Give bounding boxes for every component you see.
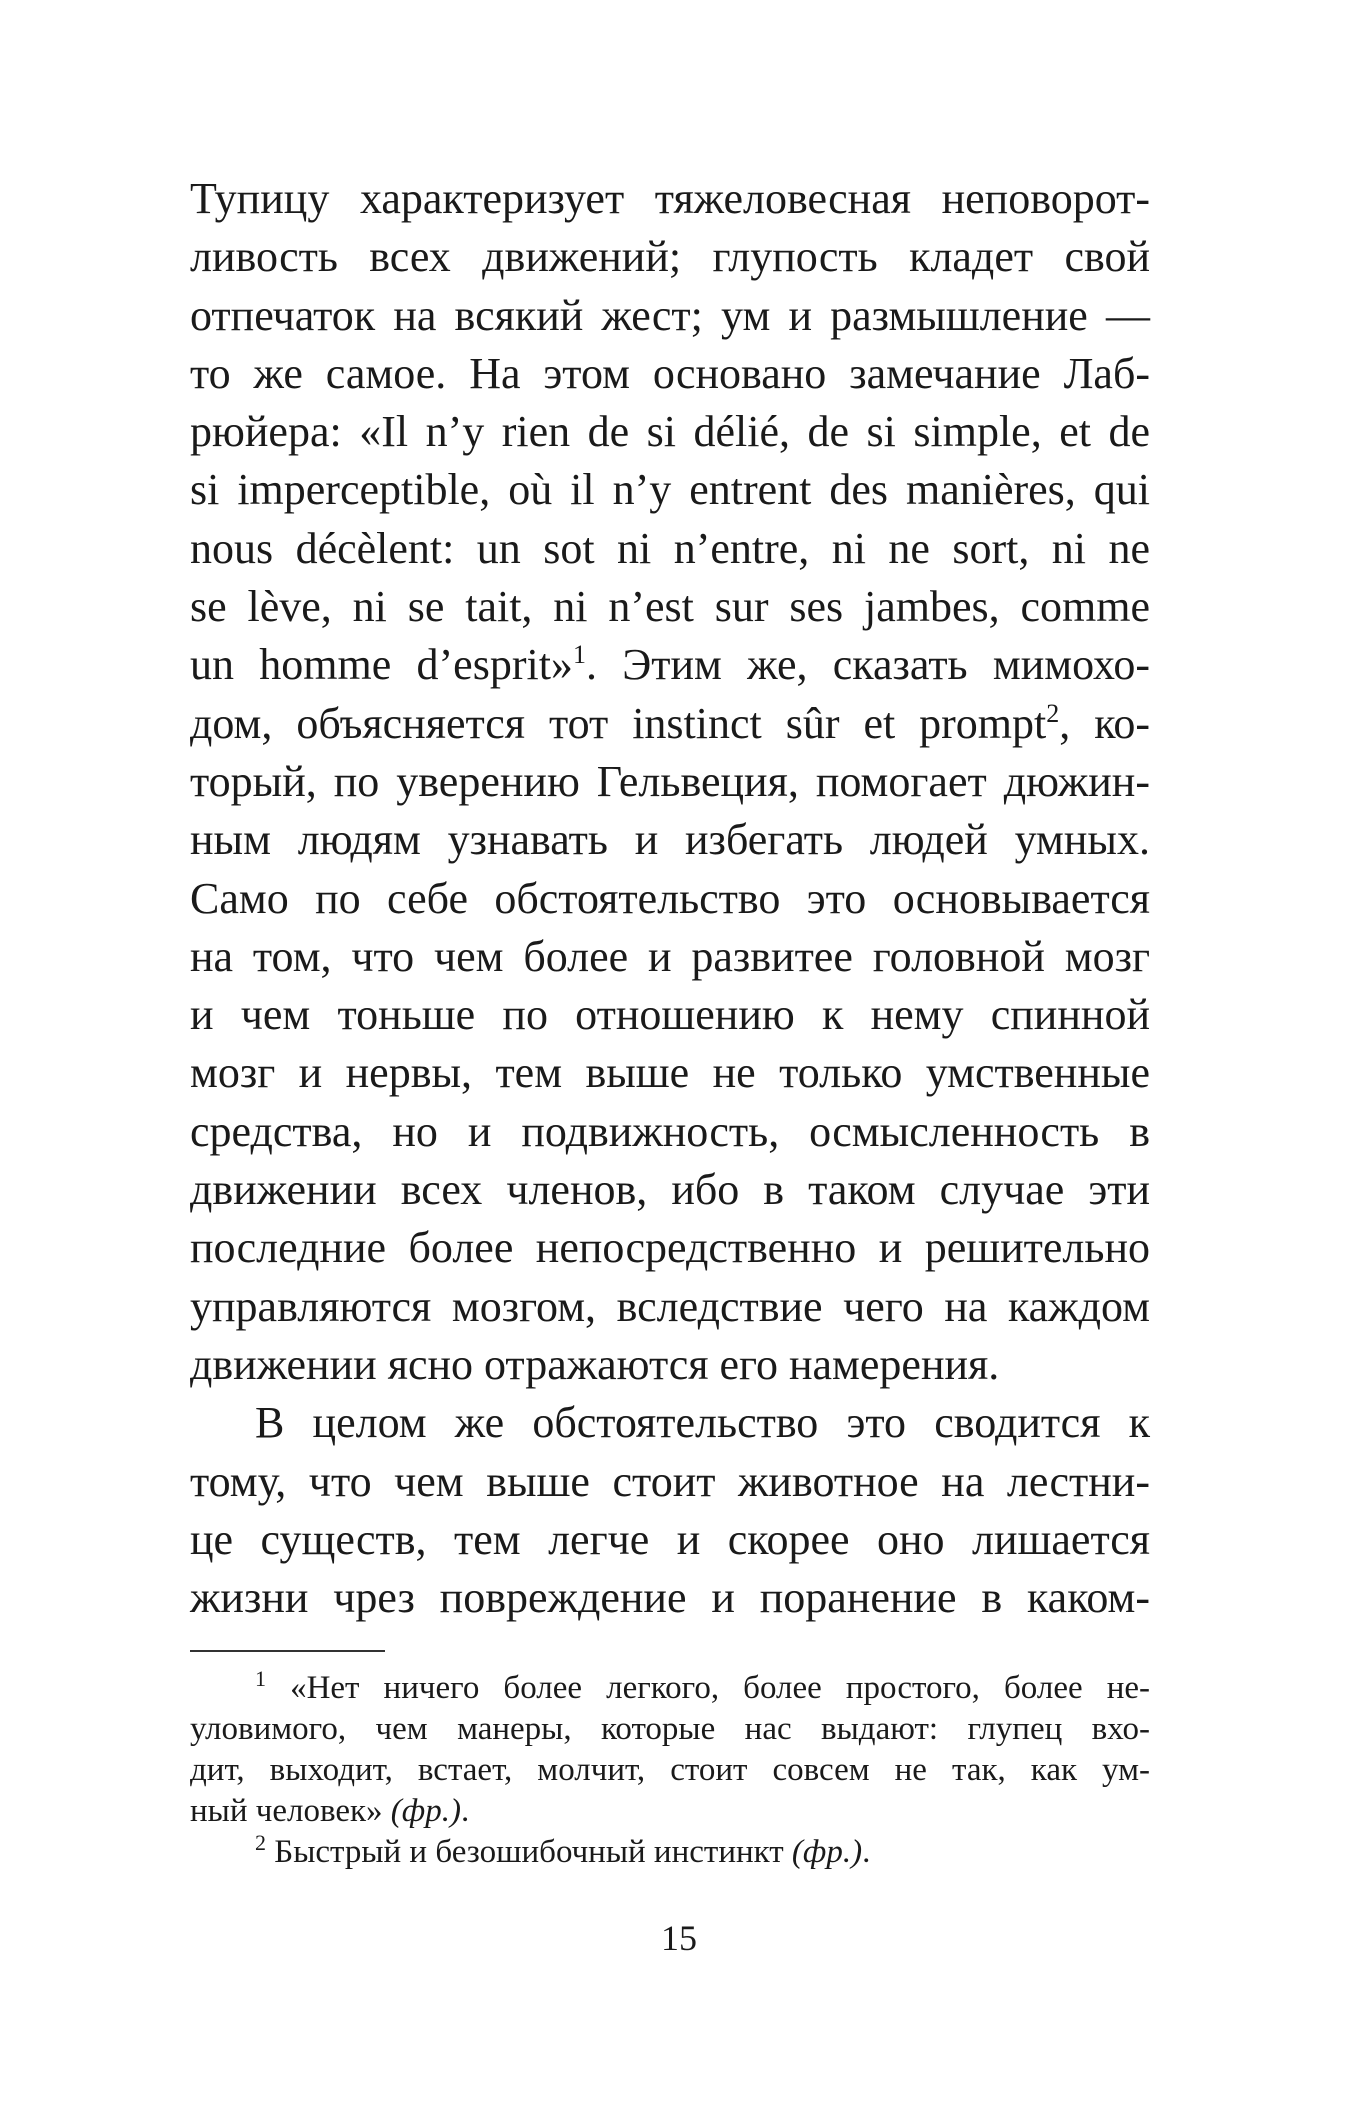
text-line: отпечаток на всякий жест; ум и размышление — <box>190 290 1150 340</box>
footnotes <box>190 1668 1150 1873</box>
text-line: В целом же обстоятельство это сводится к <box>255 1398 1150 1448</box>
footnote-divider <box>190 1650 385 1652</box>
text-line: Тупицу характеризует тяжеловесная неповорот- <box>190 174 1150 223</box>
footnote-ref-1[interactable]: 1 <box>572 640 586 670</box>
footnote-ref-2[interactable]: 2 <box>1046 698 1060 728</box>
text-line <box>190 695 1150 753</box>
footnote-text: «Нет ничего более легкого, более простого, более не- <box>290 1670 1150 1706</box>
text-line: последние более непосредственно и решительно <box>190 1223 1150 1273</box>
footnote-line: уловимого, чем манеры, которые нас выдают: глупец вхо- <box>190 1711 1150 1747</box>
text-line: средства, но и подвижность, осмысленность в <box>190 1106 1150 1156</box>
footnote-text: . <box>862 1834 871 1870</box>
text-segment: un homme d’esprit» <box>190 640 573 690</box>
text-line: на том, что чем более и развитее головной мозг <box>190 931 1150 981</box>
text-line: то же самое. На этом основано замечание Лаб- <box>190 348 1150 398</box>
text-line: мозг и нервы, тем выше не только умственные <box>190 1048 1150 1098</box>
footnote-line <box>190 1832 1150 1873</box>
text-line: и чем тоньше по отношению к нему спинной <box>190 990 1150 1040</box>
footnote-language-note: (фр.) <box>791 1834 863 1870</box>
text-line: движении ясно отражаются его намерения. <box>190 1339 1000 1389</box>
text-line <box>190 636 1150 694</box>
text-segment: дом, объясняется тот instinct sûr et prompt <box>190 698 1047 748</box>
text-line: se lève, ni se tait, ni n’est sur ses jambes, comme <box>190 582 1150 632</box>
text-line: торый, по уверению Гельвеция, помогает дюжин- <box>190 756 1150 806</box>
text-line: управляются мозгом, вследствие чего на каждом <box>190 1281 1150 1331</box>
footnote-text: . <box>460 1793 470 1829</box>
footnote-line: дит, выходит, встает, молчит, стоит совсем не так, как ум- <box>190 1752 1150 1788</box>
text-line: тому, что чем выше стоит животное на лестни- <box>190 1456 1150 1506</box>
footnote-marker-1: 1 <box>255 1666 266 1691</box>
text-segment: , ко- <box>1059 698 1150 748</box>
page-number: 15 <box>661 1918 697 1958</box>
text-line: ным людям узнавать и избегать людей умных. <box>190 815 1150 865</box>
footnote-text: ный человек» <box>190 1793 391 1829</box>
footnote-marker-2: 2 <box>255 1830 266 1855</box>
text-line: рюйера: «Il n’y rien de si délié, de si simple, et de <box>190 407 1150 457</box>
text-line: si imperceptible, où il n’y entrent des manières, qui <box>190 465 1150 515</box>
text-line: ливость всех движений; глупость кладет свой <box>190 232 1150 282</box>
footnote-line <box>190 1668 1150 1709</box>
text-segment: . Этим же, сказать мимохо- <box>585 640 1150 690</box>
text-line: жизни чрез повреждение и поранение в каком- <box>190 1573 1150 1623</box>
main-text <box>190 170 1150 1627</box>
footnote-line <box>190 1791 1150 1832</box>
text-line: движении всех членов, ибо в таком случае эти <box>190 1165 1150 1215</box>
footnote-language-note: (фр.) <box>390 1793 461 1829</box>
footnote-text: Быстрый и безошибочный инстинкт <box>274 1834 792 1870</box>
text-line: Само по себе обстоятельство это основывается <box>190 873 1150 923</box>
text-line: це существ, тем легче и скорее оно лишается <box>190 1514 1150 1564</box>
text-line: nous décèlent: un sot ni n’entre, ni ne sort, ni ne <box>190 523 1150 573</box>
